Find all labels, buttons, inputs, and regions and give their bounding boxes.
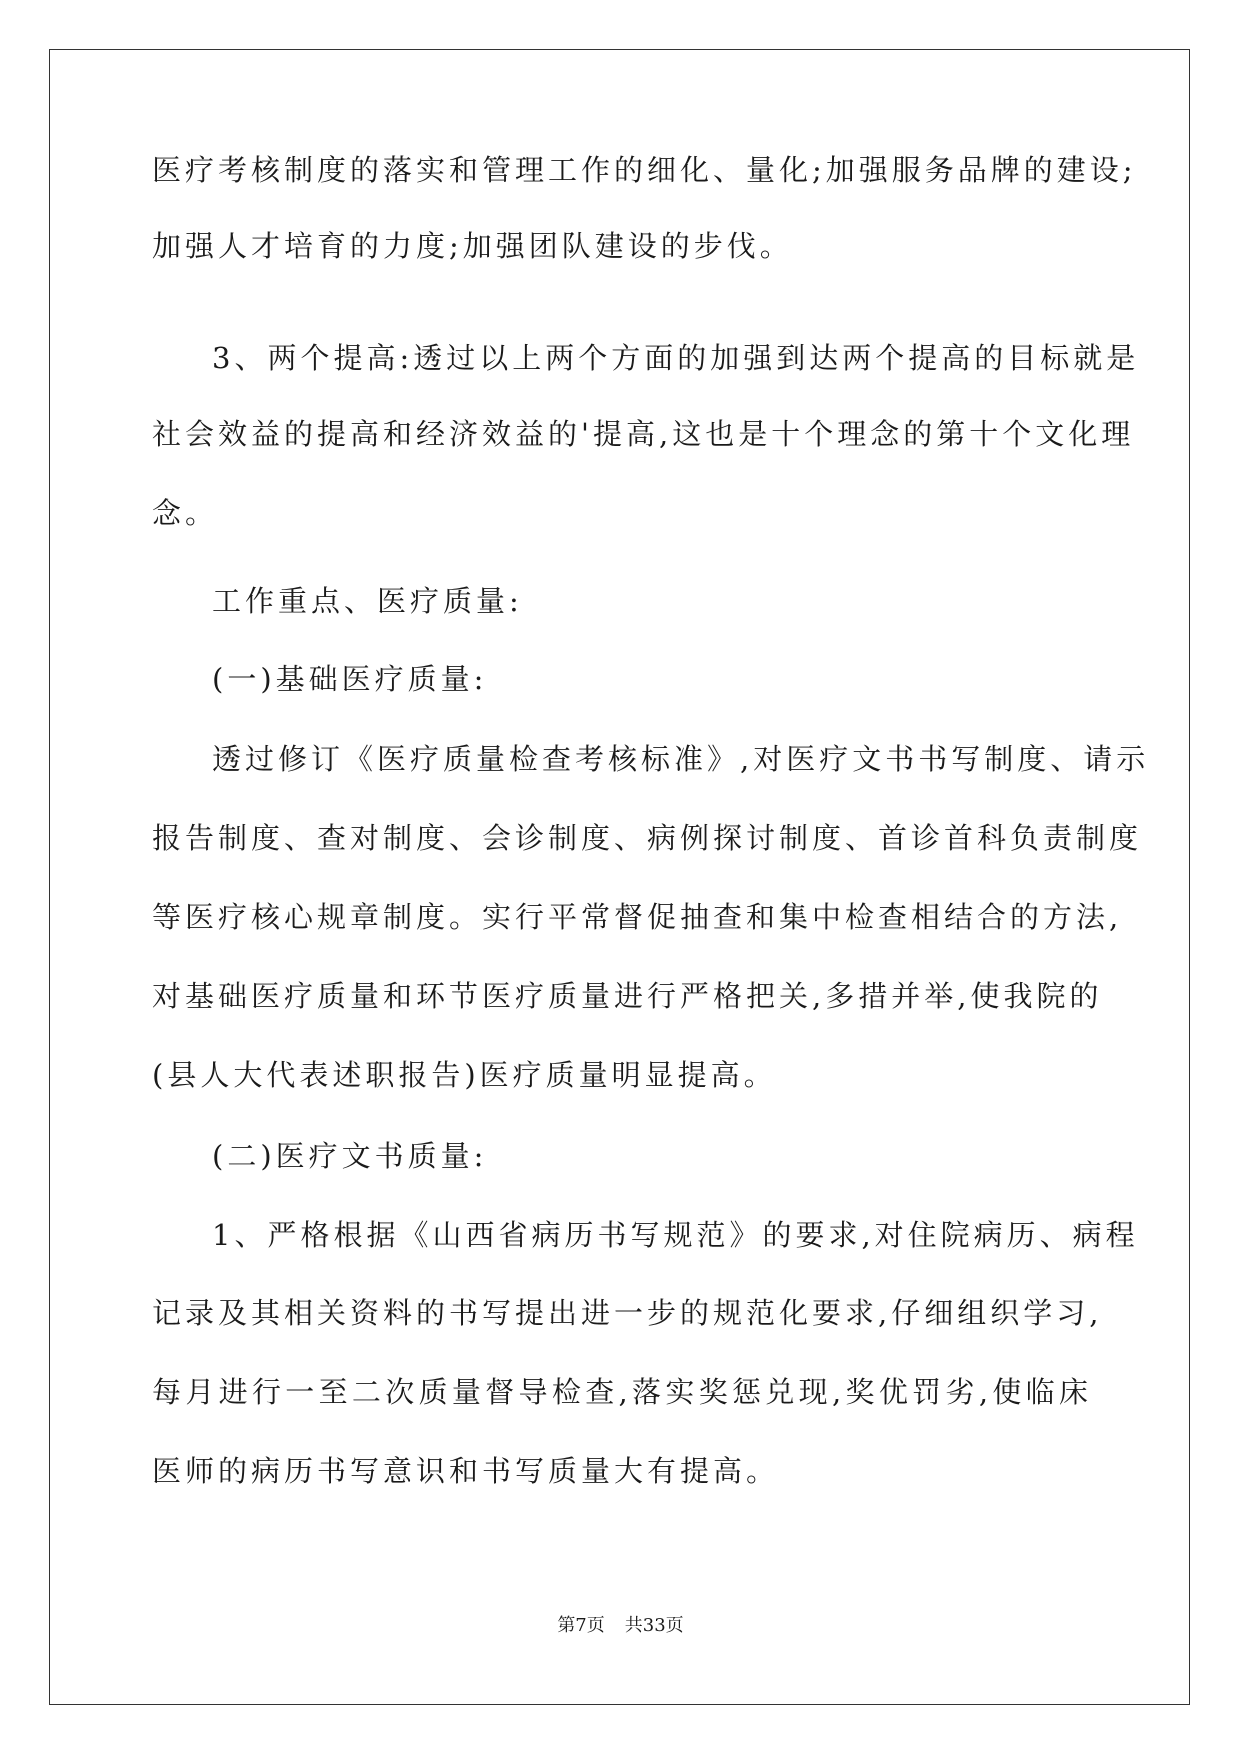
section-heading: 工作重点、医疗质量: bbox=[212, 584, 523, 618]
body-line: 报告制度、查对制度、会诊制度、病例探讨制度、首诊首科负责制度 bbox=[152, 821, 1143, 855]
body-line: 加强人才培育的力度;加强团队建设的步伐。 bbox=[152, 229, 793, 263]
body-line: 透过修订《医疗质量检查考核标准》,对医疗文书书写制度、请示 bbox=[212, 742, 1150, 776]
body-line: 对基础医疗质量和环节医疗质量进行严格把关,多措并举,使我院的 bbox=[152, 979, 1103, 1013]
subsection-heading: (一)基础医疗质量: bbox=[212, 662, 488, 696]
page-number: 第7页 bbox=[557, 1615, 605, 1636]
body-line: 1、严格根据《山西省病历书写规范》的要求,对住院病历、病程 bbox=[212, 1218, 1139, 1252]
body-line: 记录及其相关资料的书写提出进一步的规范化要求,仔细组织学习, bbox=[152, 1296, 1103, 1330]
body-line: 3、两个提高:透过以上两个方面的加强到达两个提高的目标就是 bbox=[212, 341, 1140, 375]
body-line: (县人大代表述职报告)医疗质量明显提高。 bbox=[152, 1058, 777, 1092]
body-line: 医疗考核制度的落实和管理工作的细化、量化;加强服务品牌的建设; bbox=[152, 153, 1137, 187]
body-line: 念。 bbox=[152, 496, 219, 530]
body-line: 医师的病历书写意识和书写质量大有提高。 bbox=[152, 1454, 780, 1488]
body-line: 等医疗核心规章制度。实行平常督促抽查和集中检查相结合的方法, bbox=[152, 900, 1123, 934]
body-line: 社会效益的提高和经济效益的'提高,这也是十个理念的第十个文化理 bbox=[152, 417, 1135, 451]
page-total: 共33页 bbox=[624, 1615, 684, 1636]
body-line: 每月进行一至二次质量督导检查,落实奖惩兑现,奖优罚劣,使临床 bbox=[152, 1375, 1092, 1409]
page-footer bbox=[0, 1614, 1241, 1638]
subsection-heading: (二)医疗文书质量: bbox=[212, 1139, 488, 1173]
